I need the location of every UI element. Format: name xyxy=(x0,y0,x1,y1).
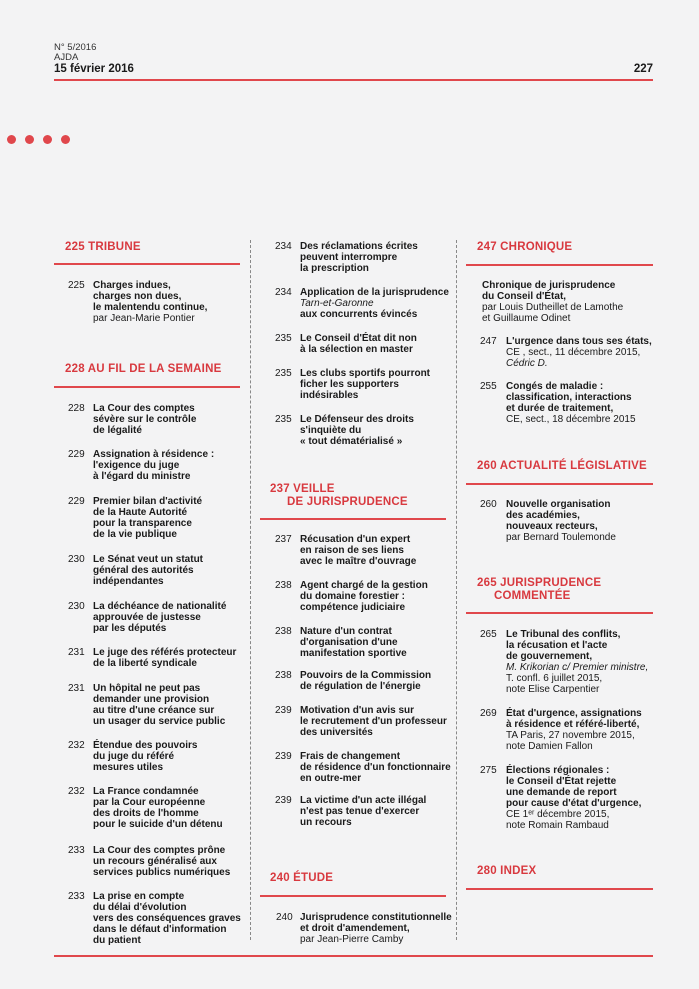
section-heading-tribune: 225 TRIBUNE xyxy=(65,241,141,253)
entry-title: Élections régionales : le Conseil d'État rejette une demande de report pour cause d'état d'urgence, xyxy=(506,765,642,809)
entry-note: note Elise Carpentier xyxy=(506,684,600,695)
entry-page: 234 xyxy=(275,287,292,298)
page-number: 227 xyxy=(633,63,653,75)
entry-title: Assignation à résidence : l'exigence du juge à l'égard du ministre xyxy=(93,449,215,482)
entry-author: par Louis Dutheillet de Lamothe et Guillaume Odinet xyxy=(482,302,624,324)
entry-page: 275 xyxy=(480,765,497,776)
entry-page: 239 xyxy=(275,751,292,762)
entry-italic: Tarn-et-Garonne xyxy=(300,298,374,309)
entry-title: Le Conseil d'État dit non à la sélection en master xyxy=(300,333,417,355)
entry-page: 269 xyxy=(480,708,497,719)
entry-title: Le Défenseur des droits s'inquiète du « tout dématérialisé » xyxy=(300,414,414,447)
entry-page: 229 xyxy=(68,496,85,507)
entry-title: Frais de changement de résidence d'un fonctionnaire en outre-mer xyxy=(300,751,451,784)
entry-citation: CE 1ᵉʳ décembre 2015, note Romain Rambaud xyxy=(506,809,610,831)
entry-title: Chronique de jurisprudence du Conseil d'État, xyxy=(482,280,616,302)
entry-author: par Jean-Pierre Camby xyxy=(300,934,404,945)
entry-title: Pouvoirs de la Commission de régulation de l'énergie xyxy=(300,670,432,692)
entry-title: Premier bilan d'activité de la Haute Autorité pour la transparence de la vie publique xyxy=(93,496,203,540)
entry-page: 233 xyxy=(68,845,85,856)
entry-title: Le Tribunal des conflits, la récusation et l'acte de gouvernement, xyxy=(506,629,621,662)
header-rule xyxy=(54,79,653,81)
entry-title: Application de la jurisprudence xyxy=(300,287,449,298)
entry-title: Un hôpital ne peut pas demander une provision au titre d'une créance sur un usager du service public xyxy=(93,683,226,727)
entry-page: 239 xyxy=(275,795,292,806)
entry-page: 239 xyxy=(275,705,292,716)
entry-page: 234 xyxy=(275,241,292,252)
entry-page: 230 xyxy=(68,601,85,612)
entry-page: 235 xyxy=(275,414,292,425)
section-heading-au-fil: 228 AU FIL DE LA SEMAINE xyxy=(65,363,222,375)
entry-title: Des réclamations écrites peuvent interrompre la prescription xyxy=(300,241,418,274)
entry-title: La Cour des comptes sévère sur le contrôle de légalité xyxy=(93,403,197,436)
entry-title: Congés de maladie : classification, interactions et durée de traitement, xyxy=(506,381,632,414)
entry-page: 255 xyxy=(480,381,497,392)
section-rule xyxy=(466,264,653,266)
entry-page: 238 xyxy=(275,626,292,637)
section-rule xyxy=(260,895,446,897)
entry-page: 238 xyxy=(275,670,292,681)
entry-title: La victime d'un acte illégal n'est pas tenue d'exercer un recours xyxy=(300,795,427,828)
section-heading-index: 280 INDEX xyxy=(477,865,537,877)
entry-title: Le Sénat veut un statut général des autorités indépendantes xyxy=(93,554,204,587)
entry-title: Motivation d'un avis sur le recrutement d'un professeur des universités xyxy=(300,705,447,738)
dot-icon xyxy=(7,135,16,144)
entry-page: 232 xyxy=(68,786,85,797)
section-heading-veille: 237 VEILLE DE JURISPRUDENCE xyxy=(270,483,408,508)
entry-italic: M. Krikorian c/ Premier ministre, xyxy=(506,662,649,673)
entry-title: Agent chargé de la gestion du domaine forestier : compétence judiciaire xyxy=(300,580,428,613)
entry-page: 235 xyxy=(275,333,292,344)
entry-title-cont: aux concurrents évincés xyxy=(300,309,418,320)
section-rule xyxy=(54,386,240,388)
section-rule xyxy=(466,612,653,614)
section-rule xyxy=(260,518,446,520)
dot-icon xyxy=(25,135,34,144)
entry-page: 235 xyxy=(275,368,292,379)
issue-number: N° 5/2016 xyxy=(54,42,97,53)
entry-page: 238 xyxy=(275,580,292,591)
entry-author: par Jean-Marie Pontier xyxy=(93,313,195,324)
issue-date: 15 février 2016 xyxy=(54,63,134,75)
entry-page: 240 xyxy=(276,912,293,923)
decorative-dots xyxy=(7,135,70,144)
entry-title: Nouvelle organisation des académies, nouveaux recteurs, xyxy=(506,499,611,532)
entry-page: 265 xyxy=(480,629,497,640)
entry-page: 237 xyxy=(275,534,292,545)
entry-author: par Bernard Toulemonde xyxy=(506,532,616,543)
section-rule xyxy=(54,263,240,265)
entry-page: 233 xyxy=(68,891,85,902)
entry-citation: CE , sect., 11 décembre 2015, xyxy=(506,347,641,358)
entry-title: Les clubs sportifs pourront ficher les supporters indésirables xyxy=(300,368,431,401)
footer-rule xyxy=(54,955,653,957)
entry-page: 232 xyxy=(68,740,85,751)
entry-title: La prise en compte du délai d'évolution vers des conséquences graves dans le défaut d'information du patient xyxy=(93,891,241,946)
column-divider xyxy=(250,240,251,940)
section-heading-legislative: 260 ACTUALITÉ LÉGISLATIVE xyxy=(477,460,647,472)
entry-citation: TA Paris, 27 novembre 2015, note Damien Fallon xyxy=(506,730,635,752)
entry-title: Étendue des pouvoirs du juge du référé mesures utiles xyxy=(93,740,198,773)
entry-page: 228 xyxy=(68,403,85,414)
entry-case-name: Cédric D. xyxy=(506,358,548,369)
entry-title: Le juge des référés protecteur de la liberté syndicale xyxy=(93,647,237,669)
entry-page: 231 xyxy=(68,683,85,694)
section-heading-commentee: 265 JURISPRUDENCE COMMENTÉE xyxy=(477,577,602,602)
toc-entry[interactable] xyxy=(482,280,652,324)
section-rule xyxy=(466,888,653,890)
entry-title: Charges indues, charges non dues, le malentendu continue, xyxy=(93,280,208,313)
entry-title: La déchéance de nationalité approuvée de justesse par les députés xyxy=(93,601,227,634)
entry-page: 225 xyxy=(68,280,85,291)
entry-title: La Cour des comptes prône un recours généralisé aux services publics numériques xyxy=(93,845,231,878)
entry-title: L'urgence dans tous ses états, xyxy=(506,336,652,347)
entry-title: État d'urgence, assignations à résidence et référé-liberté, xyxy=(506,708,642,730)
dot-icon xyxy=(61,135,70,144)
entry-page: 229 xyxy=(68,449,85,460)
section-heading-etude: 240 ÉTUDE xyxy=(270,872,334,884)
entry-page: 260 xyxy=(480,499,497,510)
dot-icon xyxy=(43,135,52,144)
entry-citation: T. confl. 6 juillet 2015, xyxy=(506,673,603,684)
entry-page: 247 xyxy=(480,336,497,347)
entry-citation: CE, sect., 18 décembre 2015 xyxy=(506,414,636,425)
entry-title: La France condamnée par la Cour européenne des droits de l'homme pour le suicide d'un détenu xyxy=(93,786,223,830)
entry-title: Jurisprudence constitutionnelle et droit d'amendement, xyxy=(300,912,452,934)
entry-title: Nature d'un contrat d'organisation d'une manifestation sportive xyxy=(300,626,407,659)
entry-page: 231 xyxy=(68,647,85,658)
journal-name: AJDA xyxy=(54,52,79,63)
entry-page: 230 xyxy=(68,554,85,565)
section-heading-chronique: 247 CHRONIQUE xyxy=(477,241,573,253)
entry-title: Récusation d'un expert en raison de ses liens avec le maître d'ouvrage xyxy=(300,534,417,567)
section-rule xyxy=(466,483,653,485)
